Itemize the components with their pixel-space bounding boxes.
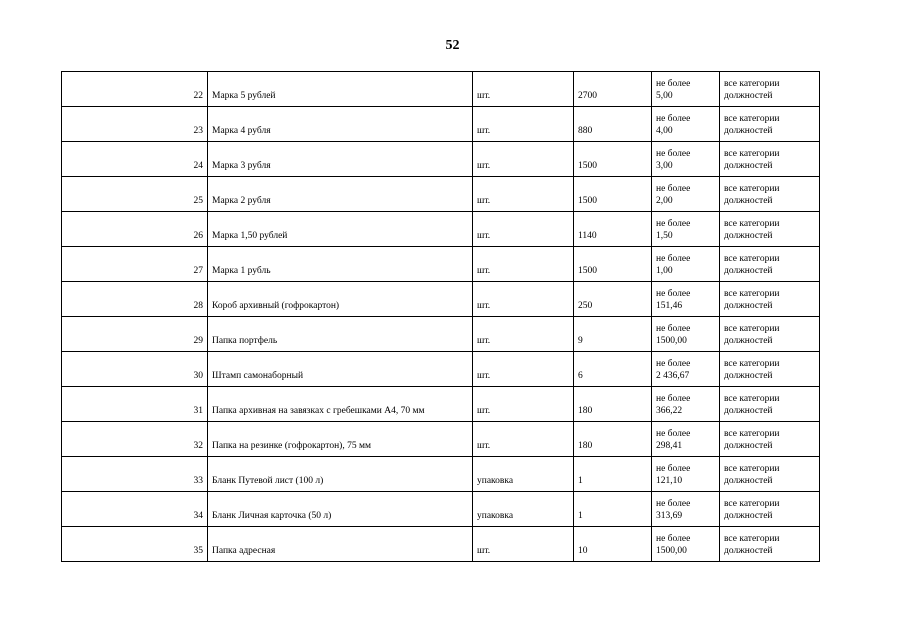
item-name: Марка 1,50 рублей bbox=[208, 212, 473, 247]
item-unit: шт. bbox=[473, 352, 574, 387]
price-text: не более bbox=[656, 219, 691, 229]
price-text: 1500,00 bbox=[656, 336, 687, 346]
price-text: не более bbox=[656, 184, 691, 194]
item-category bbox=[720, 212, 820, 247]
price-text: 121,10 bbox=[656, 476, 683, 486]
item-quantity: 1500 bbox=[574, 177, 652, 212]
category-text: все категории bbox=[724, 289, 780, 299]
item-quantity: 250 bbox=[574, 282, 652, 317]
table-body bbox=[62, 72, 820, 562]
item-price bbox=[652, 282, 720, 317]
price-text: 4,00 bbox=[656, 126, 673, 136]
category-text: все категории bbox=[724, 149, 780, 159]
category-text: должностей bbox=[724, 161, 773, 171]
category-text: все категории bbox=[724, 114, 780, 124]
item-quantity: 1500 bbox=[574, 142, 652, 177]
table-row bbox=[62, 317, 820, 352]
category-text: должностей bbox=[724, 91, 773, 101]
item-name: Папка портфель bbox=[208, 317, 473, 352]
table-row bbox=[62, 422, 820, 457]
item-name: Марка 4 рубля bbox=[208, 107, 473, 142]
price-text: 313,69 bbox=[656, 511, 683, 521]
page-number: 52 bbox=[445, 38, 460, 53]
category-text: все категории bbox=[724, 499, 780, 509]
item-price bbox=[652, 352, 720, 387]
row-number: 32 bbox=[62, 422, 208, 457]
row-number: 28 bbox=[62, 282, 208, 317]
price-text: не более bbox=[656, 534, 691, 544]
price-text: не более bbox=[656, 289, 691, 299]
price-text: не более bbox=[656, 324, 691, 334]
price-text: не более bbox=[656, 254, 691, 264]
item-quantity: 9 bbox=[574, 317, 652, 352]
category-text: все категории bbox=[724, 359, 780, 369]
item-unit: упаковка bbox=[473, 457, 574, 492]
row-number: 29 bbox=[62, 317, 208, 352]
item-quantity: 1500 bbox=[574, 247, 652, 282]
category-text: должностей bbox=[724, 441, 773, 451]
item-unit: шт. bbox=[473, 422, 574, 457]
price-text: 1500,00 bbox=[656, 546, 687, 556]
price-text: не более bbox=[656, 429, 691, 439]
item-name: Марка 2 рубля bbox=[208, 177, 473, 212]
category-text: должностей bbox=[724, 406, 773, 416]
item-unit: шт. bbox=[473, 527, 574, 562]
price-text: 3,00 bbox=[656, 161, 673, 171]
item-name: Папка адресная bbox=[208, 527, 473, 562]
price-text: 2,00 bbox=[656, 196, 673, 206]
item-unit: шт. bbox=[473, 177, 574, 212]
item-name: Бланк Личная карточка (50 л) bbox=[208, 492, 473, 527]
category-text: должностей bbox=[724, 511, 773, 521]
item-price bbox=[652, 247, 720, 282]
category-text: должностей bbox=[724, 196, 773, 206]
item-category bbox=[720, 527, 820, 562]
item-name: Штамп самонаборный bbox=[208, 352, 473, 387]
category-text: должностей bbox=[724, 476, 773, 486]
item-quantity: 180 bbox=[574, 387, 652, 422]
item-price bbox=[652, 492, 720, 527]
item-price bbox=[652, 72, 720, 107]
item-unit: шт. bbox=[473, 142, 574, 177]
category-text: должностей bbox=[724, 231, 773, 241]
item-category bbox=[720, 317, 820, 352]
row-number: 25 bbox=[62, 177, 208, 212]
price-text: 151,46 bbox=[656, 301, 683, 311]
table-row bbox=[62, 177, 820, 212]
item-price bbox=[652, 387, 720, 422]
price-text: не более bbox=[656, 149, 691, 159]
item-category bbox=[720, 142, 820, 177]
category-text: все категории bbox=[724, 534, 780, 544]
table-row bbox=[62, 72, 820, 107]
category-text: все категории bbox=[724, 79, 780, 89]
row-number: 24 bbox=[62, 142, 208, 177]
item-unit: шт. bbox=[473, 317, 574, 352]
category-text: все категории bbox=[724, 184, 780, 194]
price-text: 2 436,67 bbox=[656, 371, 690, 381]
item-category bbox=[720, 247, 820, 282]
item-price bbox=[652, 317, 720, 352]
item-name: Марка 1 рубль bbox=[208, 247, 473, 282]
row-number: 27 bbox=[62, 247, 208, 282]
price-text: 1,00 bbox=[656, 266, 673, 276]
items-table bbox=[61, 71, 820, 562]
item-unit: шт. bbox=[473, 247, 574, 282]
table-row bbox=[62, 492, 820, 527]
item-name: Короб архивный (гофрокартон) bbox=[208, 282, 473, 317]
category-text: должностей bbox=[724, 301, 773, 311]
table-row bbox=[62, 457, 820, 492]
category-text: должностей bbox=[724, 126, 773, 136]
table-row bbox=[62, 352, 820, 387]
item-quantity: 6 bbox=[574, 352, 652, 387]
table-row bbox=[62, 107, 820, 142]
item-unit: шт. bbox=[473, 282, 574, 317]
item-name: Папка на резинке (гофрокартон), 75 мм bbox=[208, 422, 473, 457]
category-text: все категории bbox=[724, 464, 780, 474]
table-row bbox=[62, 247, 820, 282]
price-text: не более bbox=[656, 464, 691, 474]
item-quantity: 880 bbox=[574, 107, 652, 142]
row-number: 22 bbox=[62, 72, 208, 107]
price-text: не более bbox=[656, 79, 691, 89]
item-unit: шт. bbox=[473, 107, 574, 142]
price-text: не более bbox=[656, 359, 691, 369]
table-row bbox=[62, 282, 820, 317]
item-name: Марка 5 рублей bbox=[208, 72, 473, 107]
item-category bbox=[720, 107, 820, 142]
category-text: должностей bbox=[724, 546, 773, 556]
item-category bbox=[720, 422, 820, 457]
price-text: 298,41 bbox=[656, 441, 683, 451]
category-text: все категории bbox=[724, 394, 780, 404]
price-text: 1,50 bbox=[656, 231, 673, 241]
item-price bbox=[652, 527, 720, 562]
item-unit: шт. bbox=[473, 212, 574, 247]
item-category bbox=[720, 177, 820, 212]
item-unit: шт. bbox=[473, 72, 574, 107]
price-text: не более bbox=[656, 394, 691, 404]
row-number: 31 bbox=[62, 387, 208, 422]
item-price bbox=[652, 212, 720, 247]
price-text: не более bbox=[656, 114, 691, 124]
table-row bbox=[62, 142, 820, 177]
row-number: 35 bbox=[62, 527, 208, 562]
item-price bbox=[652, 457, 720, 492]
item-quantity: 1140 bbox=[574, 212, 652, 247]
item-price bbox=[652, 142, 720, 177]
item-unit: шт. bbox=[473, 387, 574, 422]
item-unit: упаковка bbox=[473, 492, 574, 527]
price-text: 5,00 bbox=[656, 91, 673, 101]
item-quantity: 10 bbox=[574, 527, 652, 562]
table-row bbox=[62, 527, 820, 562]
price-text: 366,22 bbox=[656, 406, 683, 416]
item-category bbox=[720, 387, 820, 422]
category-text: должностей bbox=[724, 371, 773, 381]
item-category bbox=[720, 352, 820, 387]
item-price bbox=[652, 177, 720, 212]
item-price bbox=[652, 107, 720, 142]
price-text: не более bbox=[656, 499, 691, 509]
row-number: 34 bbox=[62, 492, 208, 527]
item-category bbox=[720, 457, 820, 492]
row-number: 33 bbox=[62, 457, 208, 492]
category-text: все категории bbox=[724, 324, 780, 334]
item-quantity: 1 bbox=[574, 492, 652, 527]
category-text: все категории bbox=[724, 254, 780, 264]
item-name: Бланк Путевой лист (100 л) bbox=[208, 457, 473, 492]
row-number: 26 bbox=[62, 212, 208, 247]
item-category bbox=[720, 72, 820, 107]
item-category bbox=[720, 282, 820, 317]
category-text: все категории bbox=[724, 429, 780, 439]
category-text: должностей bbox=[724, 266, 773, 276]
table-row bbox=[62, 212, 820, 247]
category-text: должностей bbox=[724, 336, 773, 346]
item-category bbox=[720, 492, 820, 527]
item-quantity: 2700 bbox=[574, 72, 652, 107]
row-number: 30 bbox=[62, 352, 208, 387]
table-row bbox=[62, 387, 820, 422]
item-name: Папка архивная на завязках с гребешками А4, 70 мм bbox=[208, 387, 473, 422]
row-number: 23 bbox=[62, 107, 208, 142]
item-quantity: 1 bbox=[574, 457, 652, 492]
category-text: все категории bbox=[724, 219, 780, 229]
item-name: Марка 3 рубля bbox=[208, 142, 473, 177]
item-price bbox=[652, 422, 720, 457]
item-quantity: 180 bbox=[574, 422, 652, 457]
